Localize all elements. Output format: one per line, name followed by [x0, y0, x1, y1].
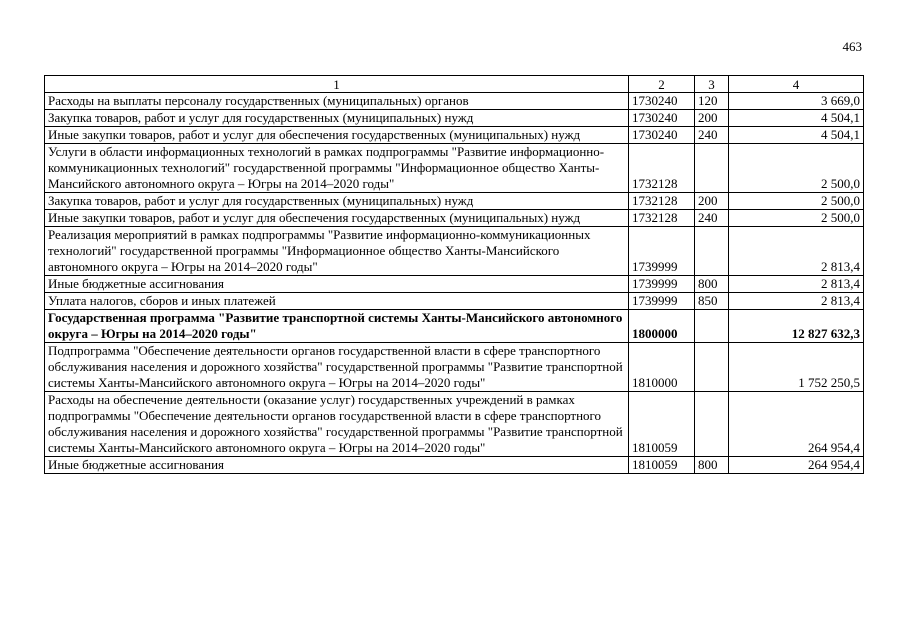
row-target-code: 1810000 — [629, 343, 695, 392]
row-amount: 2 813,4 — [729, 227, 864, 276]
row-target-code: 1730240 — [629, 110, 695, 127]
row-amount: 3 669,0 — [729, 93, 864, 110]
row-target-code: 1810059 — [629, 392, 695, 457]
row-amount: 264 954,4 — [729, 457, 864, 474]
row-amount: 2 500,0 — [729, 144, 864, 193]
table-row — [45, 110, 864, 127]
row-target-code: 1730240 — [629, 93, 695, 110]
row-target-code: 1730240 — [629, 127, 695, 144]
row-amount: 12 827 632,3 — [729, 310, 864, 343]
header-col-3: 3 — [695, 76, 729, 93]
header-col-4: 4 — [729, 76, 864, 93]
table-row — [45, 293, 864, 310]
row-description: Реализация мероприятий в рамках подпрограммы "Развитие информационно-коммуникационных технологий" государственной программы "Информационное общество Ханты-Мансийского автономного округа – Югры на 2014–2020 годы" — [45, 227, 629, 276]
row-description: Закупка товаров, работ и услуг для государственных (муниципальных) нужд — [45, 193, 629, 210]
row-amount: 2 813,4 — [729, 276, 864, 293]
row-expense-type: 800 — [695, 457, 729, 474]
row-description: Расходы на обеспечение деятельности (оказание услуг) государственных учреждений в рамках подпрограммы "Обеспечение деятельности органов государственной власти в сфере транспортного обслуживания населения и дорожного хозяйства" государственной программы "Развитие транспортной системы Ханты-Мансийского автономного округа – Югры на 2014–2020 годы" — [45, 392, 629, 457]
row-target-code: 1739999 — [629, 227, 695, 276]
row-expense-type — [695, 144, 729, 193]
table-row — [45, 457, 864, 474]
table-row — [45, 93, 864, 110]
row-description: Иные бюджетные ассигнования — [45, 276, 629, 293]
row-target-code: 1800000 — [629, 310, 695, 343]
table-row — [45, 310, 864, 343]
row-description: Государственная программа "Развитие транспортной системы Ханты-Мансийского автономного округа – Югры на 2014–2020 годы" — [45, 310, 629, 343]
row-target-code: 1732128 — [629, 144, 695, 193]
table-row — [45, 144, 864, 193]
table-row — [45, 343, 864, 392]
row-amount: 2 500,0 — [729, 193, 864, 210]
row-description: Иные закупки товаров, работ и услуг для обеспечения государственных (муниципальных) нужд — [45, 127, 629, 144]
header-col-1: 1 — [45, 76, 629, 93]
page-number: 463 — [842, 39, 862, 54]
row-amount: 4 504,1 — [729, 110, 864, 127]
row-expense-type: 850 — [695, 293, 729, 310]
row-expense-type — [695, 343, 729, 392]
row-amount: 2 813,4 — [729, 293, 864, 310]
row-description: Подпрограмма "Обеспечение деятельности органов государственной власти в сфере транспортного обслуживания населения и дорожного хозяйства" государственной программы "Развитие транспортной системы Ханты-Мансийского автономного округа – Югры на 2014–2020 годы" — [45, 343, 629, 392]
table-row — [45, 392, 864, 457]
table-row — [45, 210, 864, 227]
header-col-2: 2 — [629, 76, 695, 93]
row-target-code: 1732128 — [629, 193, 695, 210]
row-description: Уплата налогов, сборов и иных платежей — [45, 293, 629, 310]
row-target-code: 1739999 — [629, 276, 695, 293]
row-expense-type: 240 — [695, 210, 729, 227]
row-amount: 1 752 250,5 — [729, 343, 864, 392]
table-row — [45, 193, 864, 210]
row-description: Иные закупки товаров, работ и услуг для обеспечения государственных (муниципальных) нужд — [45, 210, 629, 227]
row-target-code: 1810059 — [629, 457, 695, 474]
row-expense-type: 200 — [695, 110, 729, 127]
table-row — [45, 276, 864, 293]
row-description: Иные бюджетные ассигнования — [45, 457, 629, 474]
row-target-code: 1732128 — [629, 210, 695, 227]
row-description: Закупка товаров, работ и услуг для государственных (муниципальных) нужд — [45, 110, 629, 127]
row-amount: 264 954,4 — [729, 392, 864, 457]
table-header-row — [45, 76, 864, 93]
table-row — [45, 127, 864, 144]
row-target-code: 1739999 — [629, 293, 695, 310]
budget-table — [44, 75, 864, 474]
row-expense-type: 240 — [695, 127, 729, 144]
row-description: Расходы на выплаты персоналу государственных (муниципальных) органов — [45, 93, 629, 110]
row-amount: 4 504,1 — [729, 127, 864, 144]
table-row — [45, 227, 864, 276]
row-amount: 2 500,0 — [729, 210, 864, 227]
row-expense-type: 800 — [695, 276, 729, 293]
row-expense-type: 200 — [695, 193, 729, 210]
row-description: Услуги в области информационных технологий в рамках подпрограммы "Развитие информационно-коммуникационных технологий" государственной программы "Информационное общество Ханты-Мансийского автономного округа – Югры на 2014–2020 годы" — [45, 144, 629, 193]
row-expense-type — [695, 227, 729, 276]
row-expense-type — [695, 310, 729, 343]
row-expense-type: 120 — [695, 93, 729, 110]
row-expense-type — [695, 392, 729, 457]
